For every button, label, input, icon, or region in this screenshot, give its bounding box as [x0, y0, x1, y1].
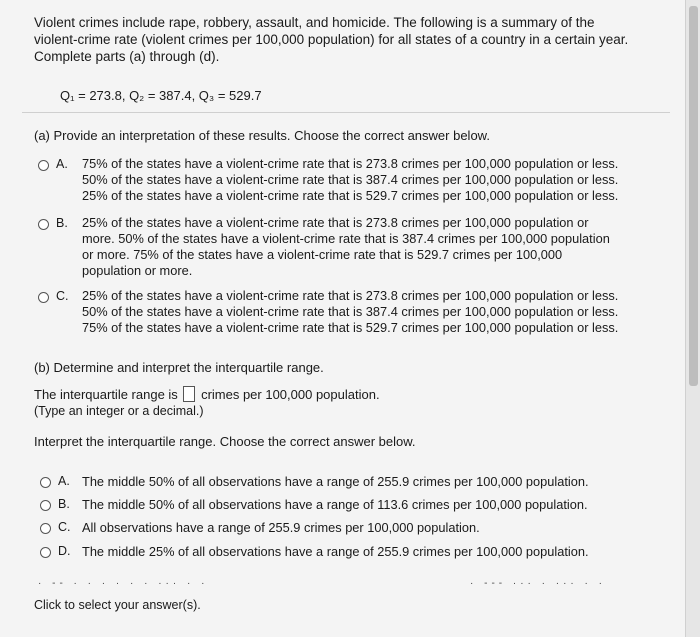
divider — [22, 112, 670, 113]
option-line: population or more. — [82, 263, 193, 278]
part-a-option-c-letter: C. — [56, 289, 69, 303]
intro-line-2: violent-crime rate (violent crimes per 100,000 population) for all states of a country in a certain year. — [34, 32, 629, 47]
part-b-option-b-radio[interactable] — [40, 500, 51, 511]
intro-line-1: Violent crimes include rape, robbery, assault, and homicide. The following is a summary of the — [34, 15, 595, 30]
part-a-option-a-radio[interactable] — [38, 160, 49, 171]
iqr-hint: (Type an integer or a decimal.) — [34, 404, 204, 418]
decorative-dots-left: · -- · · · · · · ··· · · — [38, 578, 209, 589]
option-line: 25% of the states have a violent-crime rate that is 529.7 crimes per 100,000 population or less. — [82, 188, 619, 203]
part-a-option-a[interactable] — [82, 156, 618, 204]
decorative-dots-right: · --- ··· · ··· · · — [470, 578, 606, 589]
part-a-prompt: (a) Provide an interpretation of these results. Choose the correct answer below. — [34, 128, 490, 143]
iqr-answer-input[interactable] — [183, 386, 195, 402]
iqr-label: The interquartile range is — [34, 387, 178, 402]
option-line: 50% of the states have a violent-crime rate that is 387.4 crimes per 100,000 population or less. — [82, 304, 619, 319]
part-b-option-b-letter: B. — [58, 497, 70, 511]
interpret-prompt: Interpret the interquartile range. Choose the correct answer below. — [34, 434, 416, 449]
part-a-option-b-letter: B. — [56, 216, 68, 230]
option-line: 25% of the states have a violent-crime rate that is 273.8 crimes per 100,000 population or less. — [82, 288, 619, 303]
part-a-option-a-letter: A. — [56, 157, 68, 171]
part-a-option-c-radio[interactable] — [38, 292, 49, 303]
part-b-option-a[interactable]: The middle 50% of all observations have a range of 255.9 crimes per 100,000 population. — [82, 474, 589, 489]
question-intro — [34, 14, 674, 65]
option-line: 75% of the states have a violent-crime rate that is 529.7 crimes per 100,000 population or less. — [82, 320, 619, 335]
part-b-option-d-radio[interactable] — [40, 547, 51, 558]
part-b-option-c-radio[interactable] — [40, 523, 51, 534]
option-line: 25% of the states have a violent-crime rate that is 273.8 crimes per 100,000 population or — [82, 215, 589, 230]
part-a-option-b-radio[interactable] — [38, 219, 49, 230]
part-b-option-d[interactable]: The middle 25% of all observations have a range of 255.9 crimes per 100,000 population. — [82, 544, 589, 559]
iqr-answer-line — [34, 386, 380, 402]
intro-line-3: Complete parts (a) through (d). — [34, 49, 220, 64]
part-b-option-a-letter: A. — [58, 474, 70, 488]
part-b-option-c[interactable]: All observations have a range of 255.9 crimes per 100,000 population. — [82, 520, 480, 535]
scrollbar-thumb[interactable] — [689, 6, 698, 386]
part-b-option-d-letter: D. — [58, 544, 71, 558]
option-line: more. 50% of the states have a violent-crime rate that is 387.4 crimes per 100,000 population — [82, 231, 610, 246]
part-b-option-c-letter: C. — [58, 520, 71, 534]
part-b-option-b[interactable]: The middle 50% of all observations have a range of 113.6 crimes per 100,000 population. — [82, 497, 588, 512]
option-line: 75% of the states have a violent-crime rate that is 273.8 crimes per 100,000 population or less. — [82, 156, 619, 171]
part-b-prompt: (b) Determine and interpret the interquartile range. — [34, 360, 324, 375]
part-a-option-b[interactable] — [82, 215, 610, 279]
footer-hint: Click to select your answer(s). — [34, 598, 201, 612]
option-line: 50% of the states have a violent-crime rate that is 387.4 crimes per 100,000 population or less. — [82, 172, 619, 187]
option-line: or more. 75% of the states have a violent-crime rate that is 529.7 crimes per 100,000 — [82, 247, 563, 262]
vertical-scrollbar[interactable] — [685, 0, 700, 637]
quartiles-summary: Q₁ = 273.8, Q₂ = 387.4, Q₃ = 529.7 — [60, 88, 262, 103]
iqr-units: crimes per 100,000 population. — [201, 387, 380, 402]
part-a-option-c[interactable] — [82, 288, 618, 336]
part-b-option-a-radio[interactable] — [40, 477, 51, 488]
